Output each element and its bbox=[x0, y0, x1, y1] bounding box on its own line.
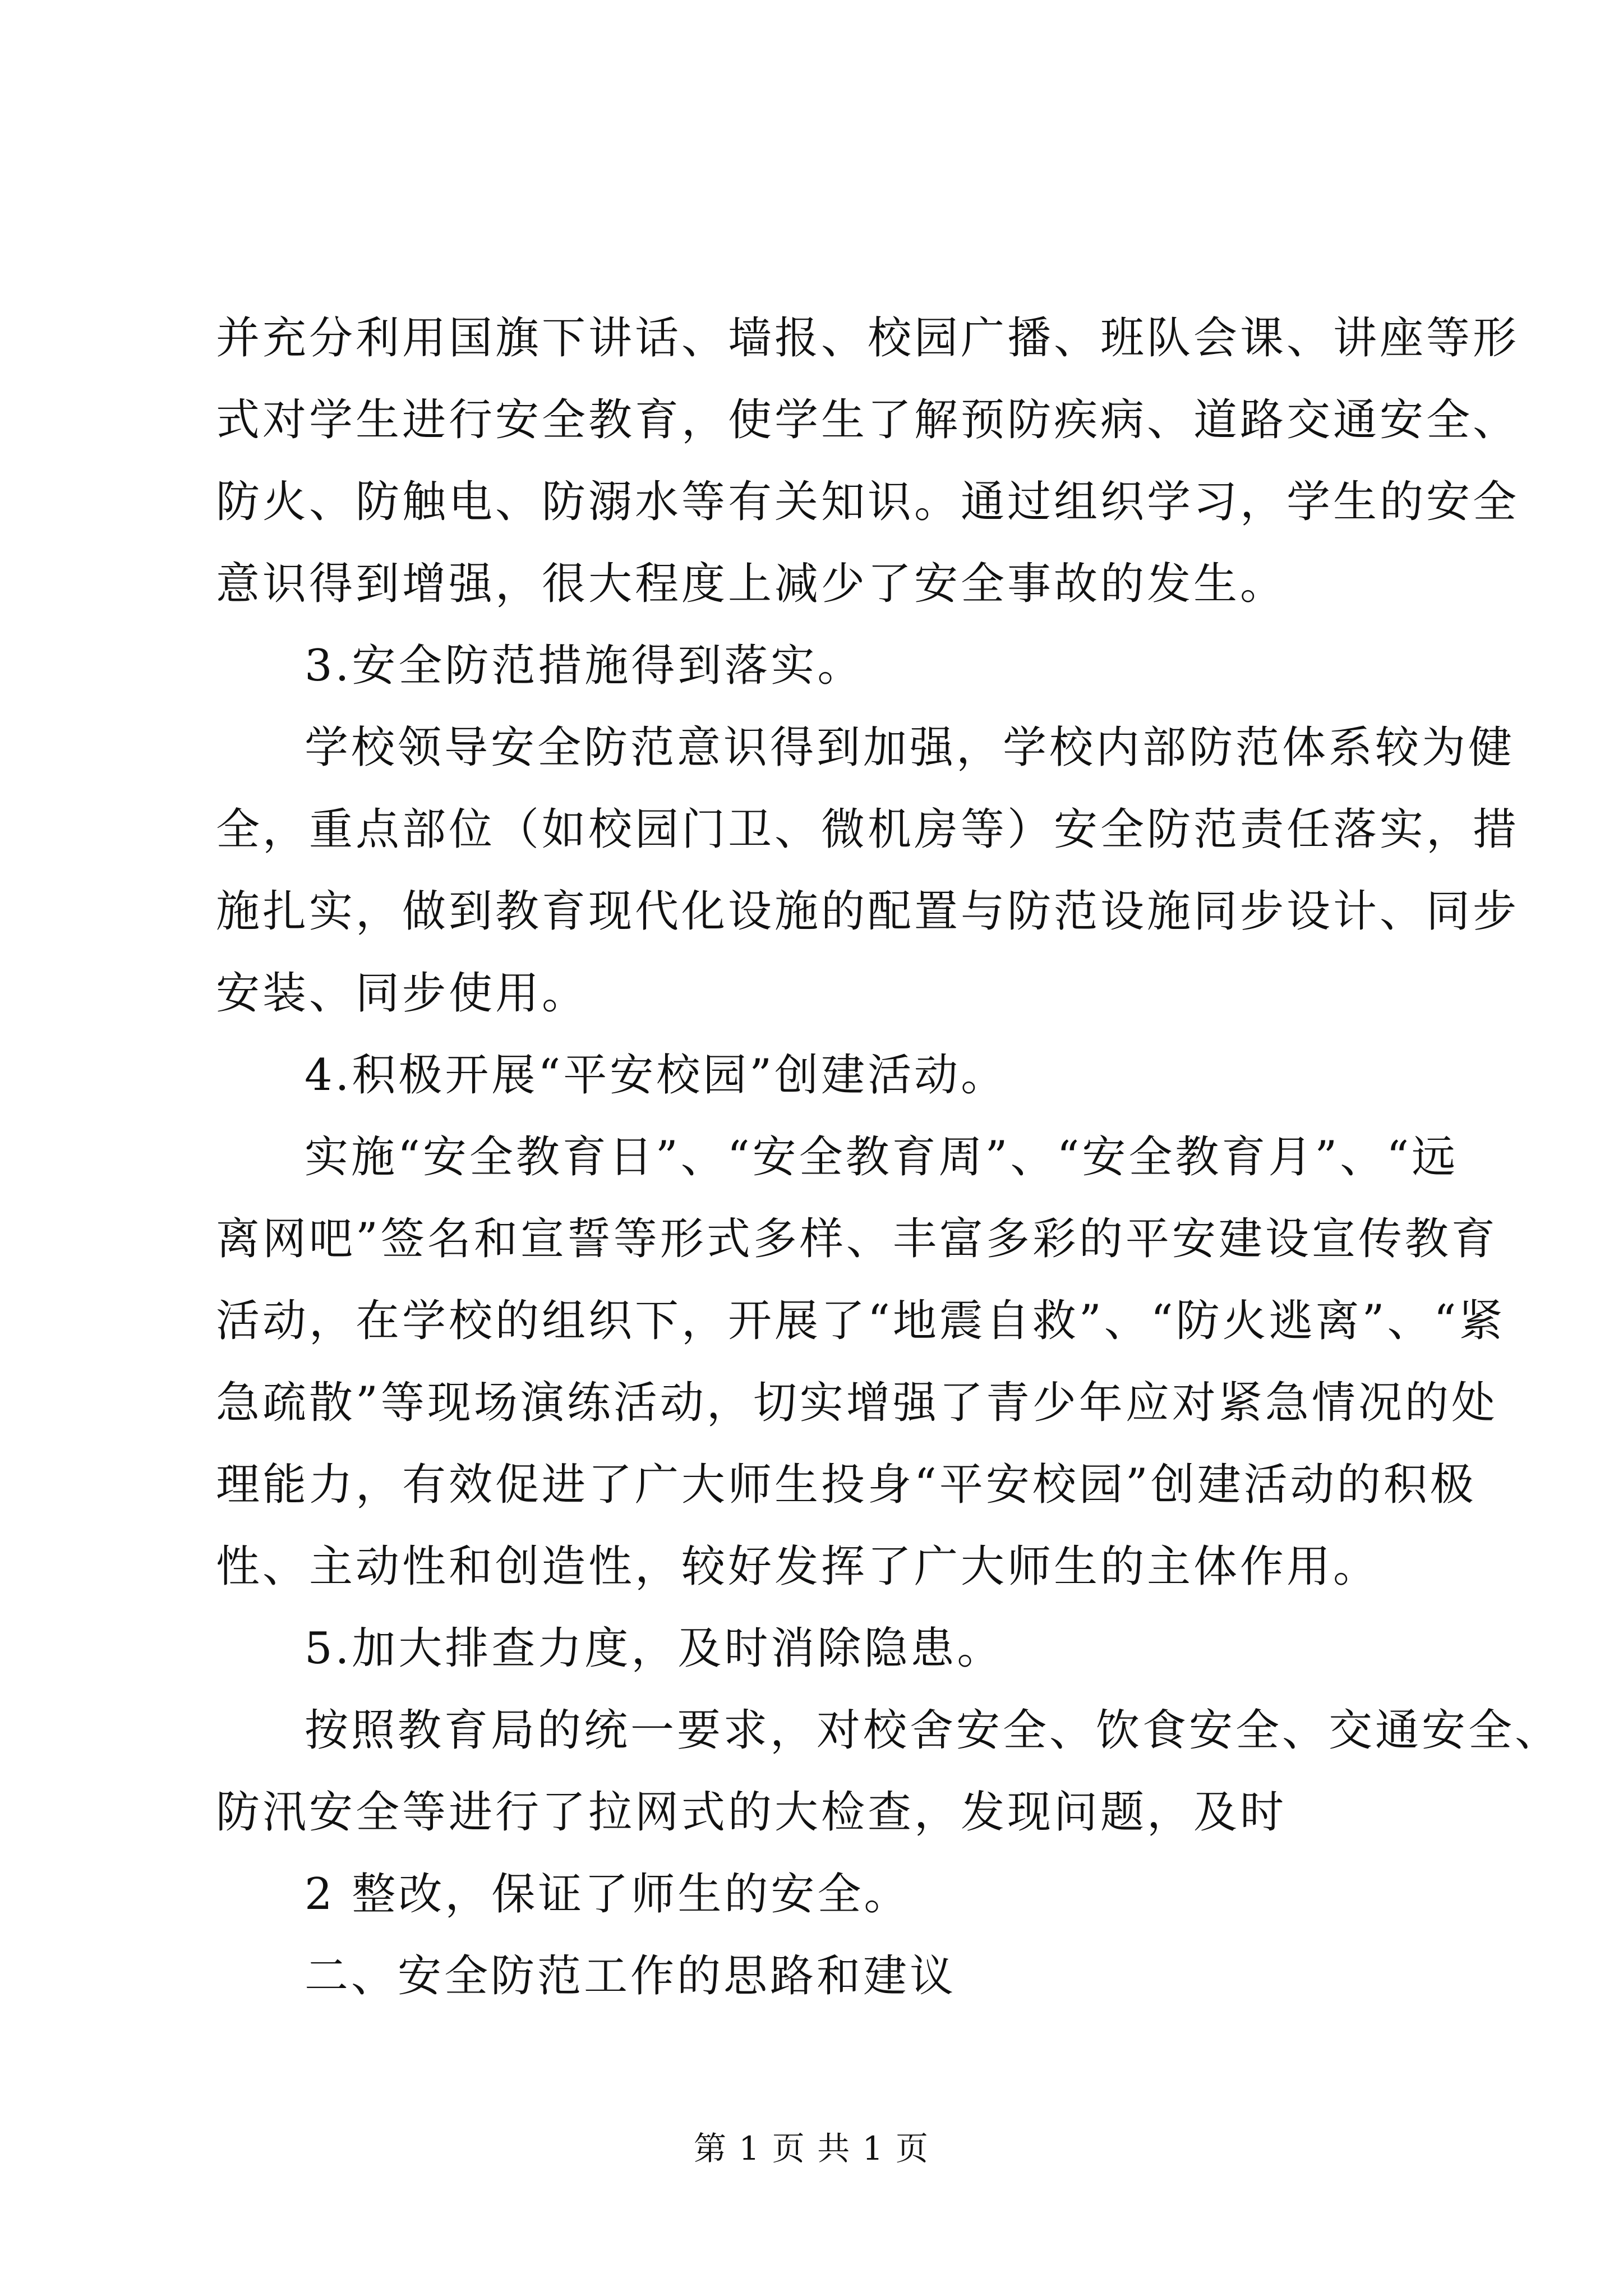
body-line: 防汛安全等进行了拉网式的大检查，发现问题，及时 bbox=[216, 1787, 1287, 1838]
body-line: 安装、同步使用。 bbox=[216, 968, 589, 1019]
section-heading: 二、安全防范工作的思路和建议 bbox=[305, 1951, 957, 2001]
body-line: 2 整改，保证了师生的安全。 bbox=[305, 1869, 911, 1920]
body-line: 全，重点部位（如校园门卫、微机房等）安全防范责任落实，措 bbox=[216, 804, 1520, 855]
page-footer: 第 1 页 共 1 页 bbox=[694, 2129, 929, 2168]
body-line: 施扎实，做到教育现代化设施的配置与防范设施同步设计、同步 bbox=[216, 886, 1520, 937]
body-line: 急疏散”等现场演练活动，切实增强了青少年应对紧急情况的处 bbox=[216, 1378, 1498, 1428]
body-line: 按照教育局的统一要求，对校舍安全、饮食安全、交通安全、 bbox=[305, 1705, 1562, 1756]
section-heading: 5.加大排查力度，及时消除隐患。 bbox=[305, 1623, 1004, 1674]
body-line: 并充分利用国旗下讲话、墙报、校园广播、班队会课、讲座等形 bbox=[216, 313, 1520, 364]
body-line: 意识得到增强，很大程度上减少了安全事故的发生。 bbox=[216, 559, 1287, 609]
section-heading: 3.安全防范措施得到落实。 bbox=[305, 641, 864, 691]
body-line: 离网吧”签名和宣誓等形式多样、丰富多彩的平安建设宣传教育 bbox=[216, 1214, 1498, 1264]
body-line: 实施“安全教育日”、“安全教育周”、“安全教育月”、“远 bbox=[305, 1132, 1459, 1182]
body-line: 活动，在学校的组织下，开展了“地震自救”、“防火逃离”、“紧 bbox=[216, 1296, 1506, 1346]
body-line: 学校领导安全防范意识得到加强，学校内部防范体系较为健 bbox=[305, 723, 1515, 773]
body-line: 式对学生进行安全教育，使学生了解预防疾病、道路交通安全、 bbox=[216, 395, 1520, 445]
body-line: 理能力，有效促进了广大师生投身“平安校园”创建活动的积极 bbox=[216, 1460, 1477, 1510]
document-body bbox=[216, 297, 1562, 2017]
body-line: 防火、防触电、防溺水等有关知识。通过组织学习，学生的安全 bbox=[216, 477, 1520, 527]
section-heading: 4.积极开展“平安校园”创建活动。 bbox=[305, 1050, 1008, 1101]
body-line: 性、主动性和创造性，较好发挥了广大师生的主体作用。 bbox=[216, 1542, 1380, 1592]
